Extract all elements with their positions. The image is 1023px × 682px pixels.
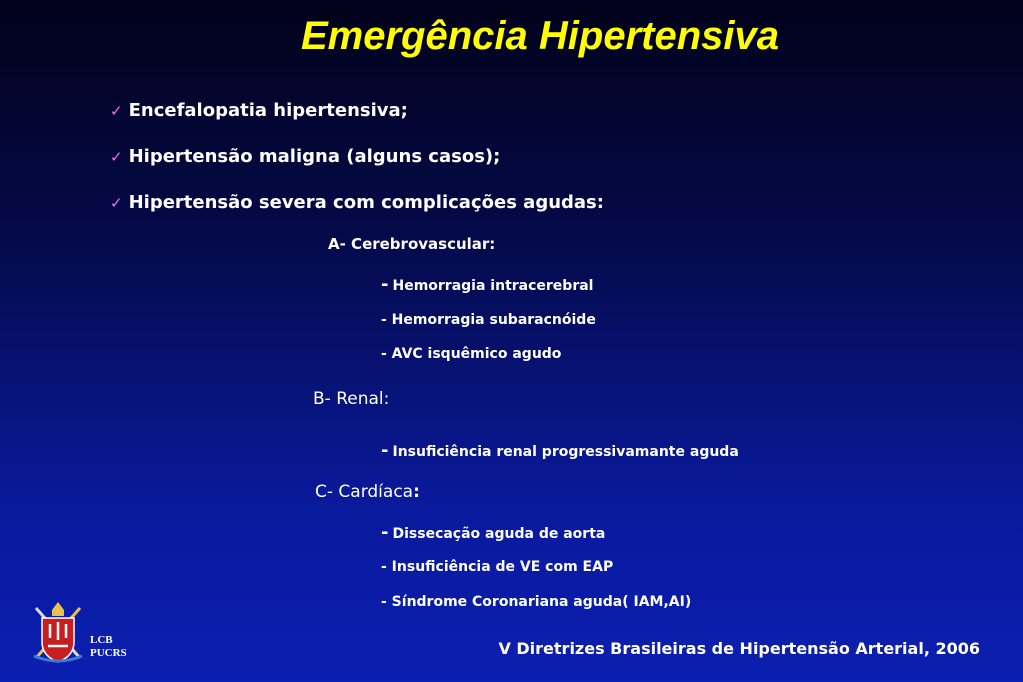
list-item (381, 440, 739, 461)
section-label-colon: : (413, 482, 420, 502)
section-label-cerebrovascular: A- Cerebrovascular: (328, 235, 496, 253)
list-item (381, 522, 605, 543)
bullet-text: Encefalopatia hipertensiva; (128, 100, 408, 121)
bullet-item (110, 192, 604, 213)
footer-citation: V Diretrizes Brasileiras de Hipertensão Arterial, 2006 (498, 639, 980, 658)
checkmark-icon: ✓ (110, 194, 123, 212)
list-item: - AVC isquêmico agudo (381, 346, 562, 362)
list-item: - Insuficiência de VE com EAP (381, 559, 614, 575)
logo-text: LCB PUCRS (90, 634, 127, 659)
list-item: - Síndrome Coronariana aguda( IAM,AI) (381, 594, 692, 610)
checkmark-icon: ✓ (110, 102, 123, 120)
dash: - (381, 440, 389, 461)
bullet-item (110, 146, 500, 167)
list-item-text: Insuficiência renal progressivamante aguda (392, 444, 739, 460)
section-label-text: C- Cardíaca (315, 482, 414, 502)
list-item: - Hemorragia subaracnóide (381, 312, 596, 328)
list-item (381, 274, 593, 295)
bullet-text: Hipertensão severa com complicações agudas: (128, 192, 604, 213)
slide-title: Emergência Hipertensiva (301, 14, 779, 58)
list-item-text: Dissecação aguda de aorta (392, 526, 606, 542)
institution-logo (28, 598, 138, 668)
dash: - (381, 274, 389, 295)
list-item-text: Hemorragia intracerebral (392, 278, 594, 294)
coat-of-arms-icon (28, 598, 88, 668)
checkmark-icon: ✓ (110, 148, 123, 166)
dash: - (381, 522, 389, 543)
section-label-cardiaca (315, 482, 420, 502)
bullet-text: Hipertensão maligna (alguns casos); (128, 146, 501, 167)
bullet-item (110, 100, 408, 121)
section-label-renal: B- Renal: (313, 389, 390, 409)
